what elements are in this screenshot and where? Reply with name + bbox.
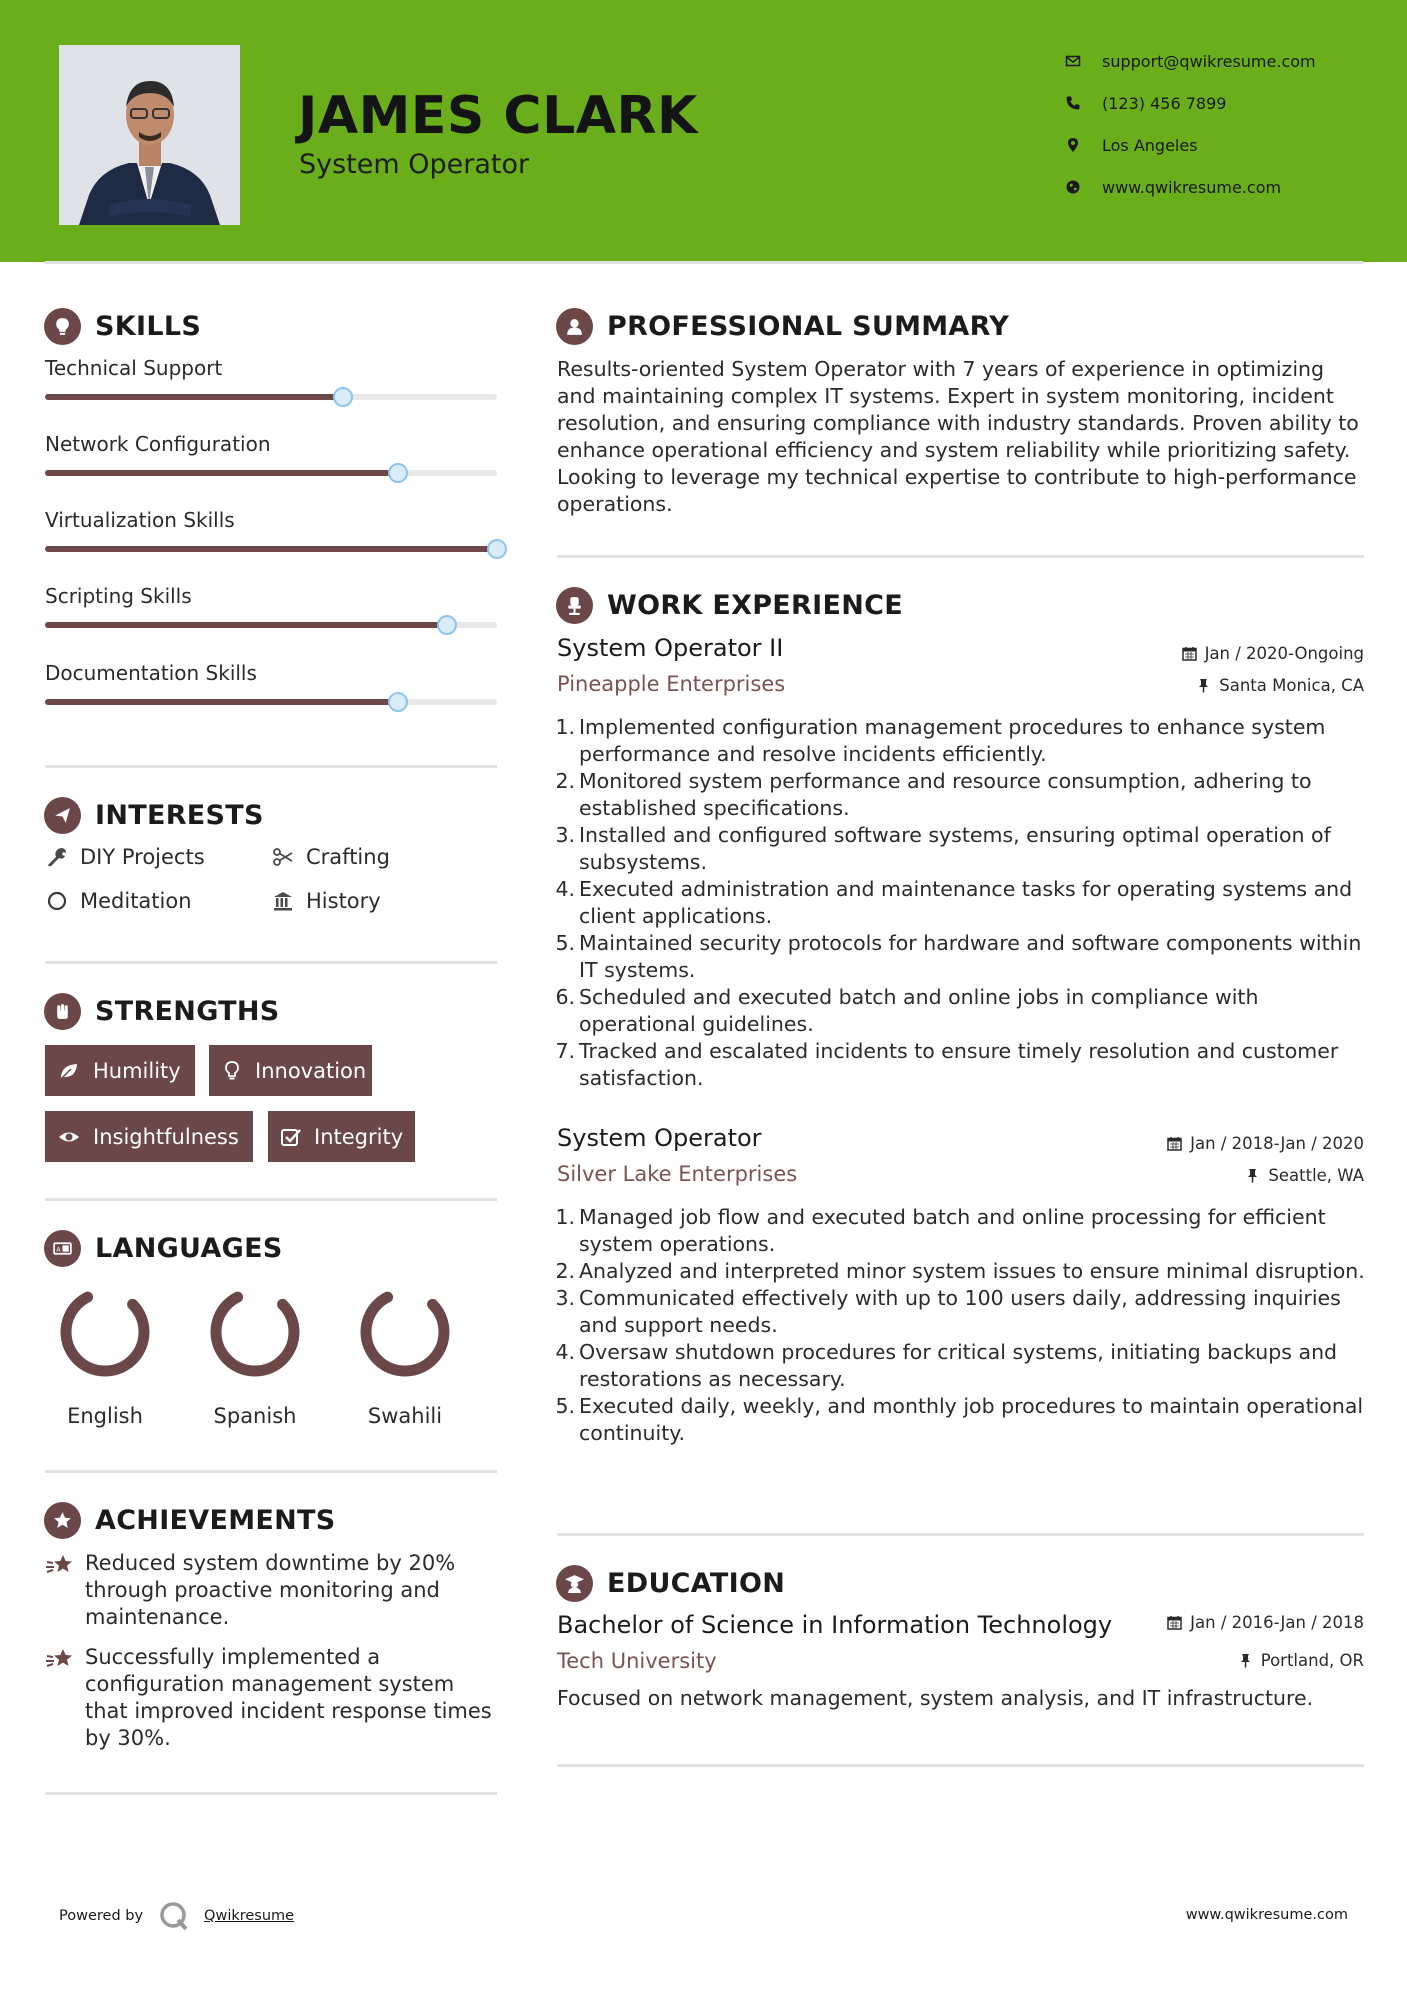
section-divider bbox=[557, 1533, 1364, 1536]
skill-bar-knob bbox=[388, 463, 408, 483]
globe-icon bbox=[1063, 177, 1083, 197]
contact-email-text: support@qwikresume.com bbox=[1102, 51, 1316, 71]
skill-name: Technical Support bbox=[45, 356, 223, 380]
strength-label: Insightfulness bbox=[93, 1124, 239, 1149]
section-divider bbox=[45, 765, 497, 768]
job-location bbox=[1245, 1166, 1364, 1185]
contact-website-text: www.qwikresume.com bbox=[1102, 177, 1282, 197]
museum-icon bbox=[270, 888, 296, 914]
section-divider bbox=[557, 1764, 1364, 1767]
map-marker-icon bbox=[1063, 135, 1083, 155]
skill-item bbox=[45, 661, 497, 685]
education-description: Focused on network management, system analysis, and IT infrastructure. bbox=[557, 1686, 1314, 1710]
duty-text: Monitored system performance and resource consumption, adhering to established specifications. bbox=[579, 769, 1312, 820]
raised-fist-icon bbox=[44, 993, 81, 1030]
lightbulb-icon bbox=[44, 308, 81, 345]
job-dates bbox=[1167, 1134, 1364, 1153]
job-company: Pineapple Enterprises bbox=[557, 672, 786, 696]
skill-item bbox=[45, 584, 497, 608]
header-banner bbox=[0, 0, 1407, 262]
job-location-text: Santa Monica, CA bbox=[1219, 676, 1364, 695]
wrench-icon bbox=[44, 844, 70, 870]
pushpin-icon bbox=[1196, 678, 1211, 693]
achievement-text: Reduced system downtime by 20% through proactive monitoring and maintenance. bbox=[85, 1551, 456, 1629]
interest-label: DIY Projects bbox=[80, 845, 205, 869]
list-item: 5. Maintained security protocols for hardware and software components within IT systems. bbox=[553, 930, 1368, 984]
list-item: 1. Managed job flow and executed batch and online processing for efficient system operations. bbox=[553, 1204, 1368, 1258]
language-name: Spanish bbox=[213, 1404, 297, 1428]
leaf-icon bbox=[57, 1059, 81, 1083]
duty-text: Installed and configured software systems, ensuring optimal operation of subsystems. bbox=[579, 823, 1331, 874]
interest-label: Crafting bbox=[306, 845, 390, 869]
scissors-icon bbox=[270, 844, 296, 870]
job-duties-list bbox=[553, 1204, 1368, 1447]
paper-plane-icon bbox=[44, 797, 81, 834]
section-divider bbox=[45, 1792, 497, 1795]
language-name: English bbox=[67, 1404, 143, 1428]
list-item: 3. Communicated effectively with up to 100 users daily, addressing inquiries and support needs. bbox=[553, 1285, 1368, 1339]
job-location bbox=[1196, 676, 1364, 695]
footer-website[interactable]: www.qwikresume.com bbox=[1185, 1907, 1348, 1923]
skill-name: Documentation Skills bbox=[45, 661, 257, 685]
checkbox-icon bbox=[280, 1125, 302, 1149]
list-item: 3. Installed and configured software systems, ensuring optimal operation of subsystems. bbox=[553, 822, 1368, 876]
skill-name: Scripting Skills bbox=[45, 584, 192, 608]
profile-photo bbox=[59, 45, 240, 225]
experience-heading bbox=[556, 587, 903, 624]
duty-text: Scheduled and executed batch and online jobs in compliance with operational guidelines. bbox=[579, 985, 1259, 1036]
language-icon bbox=[44, 1230, 81, 1267]
pushpin-icon bbox=[1245, 1168, 1260, 1183]
section-divider bbox=[45, 1470, 497, 1473]
shooting-star-icon bbox=[45, 1550, 85, 1631]
duty-text: Executed administration and maintenance tasks for operating systems and client applications. bbox=[579, 877, 1353, 928]
shooting-star-icon bbox=[45, 1644, 85, 1752]
experience-title: WORK EXPERIENCE bbox=[607, 590, 903, 621]
interests-heading bbox=[44, 797, 264, 834]
skill-bar bbox=[45, 394, 497, 400]
job-dates-text: Jan / 2020-Ongoing bbox=[1204, 644, 1364, 663]
list-item: 1. Implemented configuration management procedures to enhance system performance and resolve incidents efficiently. bbox=[553, 714, 1368, 768]
section-divider bbox=[45, 961, 497, 964]
skill-name: Network Configuration bbox=[45, 432, 271, 456]
achievements-heading bbox=[44, 1502, 336, 1539]
language-item bbox=[40, 1284, 170, 1428]
header-divider bbox=[45, 261, 1363, 264]
section-divider bbox=[557, 555, 1364, 558]
duty-text: Managed job flow and executed batch and online processing for efficient system operations. bbox=[579, 1205, 1326, 1256]
strength-label: Innovation bbox=[255, 1058, 367, 1083]
candidate-title: System Operator bbox=[299, 149, 530, 180]
school-name: Tech University bbox=[557, 1649, 717, 1673]
list-item: 4. Executed administration and maintenance tasks for operating systems and client applications. bbox=[553, 876, 1368, 930]
star-badge-icon bbox=[44, 1502, 81, 1539]
skill-bar-fill bbox=[45, 622, 447, 628]
skill-bar bbox=[45, 699, 497, 705]
list-item: 4. Oversaw shutdown procedures for critical systems, initiating backups and restorations as necessary. bbox=[553, 1339, 1368, 1393]
list-item: 2. Monitored system performance and resource consumption, adhering to established specifications. bbox=[553, 768, 1368, 822]
calendar-icon bbox=[1182, 646, 1197, 661]
contact-phone[interactable] bbox=[1063, 82, 1316, 124]
graduate-icon bbox=[556, 1565, 593, 1602]
list-item: 2. Analyzed and interpreted minor system issues to ensure minimal disruption. bbox=[555, 1259, 1365, 1283]
phone-icon bbox=[1063, 93, 1083, 113]
skill-bar-fill bbox=[45, 470, 398, 476]
qwikresume-logo-icon bbox=[158, 1900, 190, 1932]
education-heading bbox=[556, 1565, 785, 1602]
language-item bbox=[340, 1284, 470, 1428]
skill-bar bbox=[45, 622, 497, 628]
job-company: Silver Lake Enterprises bbox=[557, 1162, 798, 1186]
education-title: EDUCATION bbox=[607, 1568, 786, 1599]
interest-label: History bbox=[306, 889, 381, 913]
list-item: 5. Executed daily, weekly, and monthly job procedures to maintain operational continuity. bbox=[553, 1393, 1368, 1447]
duty-text: Implemented configuration management procedures to enhance system performance and resolve incidents efficiently. bbox=[579, 715, 1326, 766]
skill-bar-fill bbox=[45, 394, 343, 400]
contact-location-text: Los Angeles bbox=[1102, 135, 1198, 155]
job-location-text: Seattle, WA bbox=[1268, 1166, 1364, 1185]
skill-item bbox=[45, 508, 497, 532]
job-dates-text: Jan / 2018-Jan / 2020 bbox=[1190, 1134, 1364, 1153]
section-divider bbox=[45, 1198, 497, 1201]
lightbulb-icon bbox=[221, 1059, 243, 1083]
education-dates-text: Jan / 2016-Jan / 2018 bbox=[1190, 1613, 1364, 1632]
circle-icon bbox=[44, 888, 70, 914]
pushpin-icon bbox=[1238, 1653, 1253, 1668]
education-location bbox=[1238, 1651, 1364, 1670]
duty-text: Maintained security protocols for hardware and software components within IT systems. bbox=[579, 931, 1362, 982]
skill-bar-fill bbox=[45, 546, 497, 552]
achievement-item bbox=[45, 1550, 497, 1631]
skill-name: Virtualization Skills bbox=[45, 508, 235, 532]
languages-heading bbox=[44, 1230, 283, 1267]
skills-title: SKILLS bbox=[95, 311, 202, 342]
interest-item bbox=[270, 888, 381, 914]
skill-item bbox=[45, 432, 497, 456]
skill-bar-knob bbox=[333, 387, 353, 407]
skill-bar-knob bbox=[437, 615, 457, 635]
degree-title: Bachelor of Science in Information Technology bbox=[557, 1611, 1113, 1639]
languages-title: LANGUAGES bbox=[95, 1233, 283, 1264]
duty-text: Executed daily, weekly, and monthly job procedures to maintain operational continuity. bbox=[579, 1394, 1364, 1445]
duty-text: Analyzed and interpreted minor system issues to ensure minimal disruption. bbox=[579, 1259, 1365, 1283]
language-name: Swahili bbox=[367, 1404, 443, 1428]
contact-list bbox=[1063, 40, 1316, 208]
skills-heading bbox=[44, 308, 201, 345]
office-chair-icon bbox=[556, 587, 593, 624]
strengths-title: STRENGTHS bbox=[95, 996, 280, 1027]
envelope-icon bbox=[1063, 51, 1083, 71]
job-duties-list bbox=[553, 714, 1368, 1092]
candidate-name: JAMES CLARK bbox=[298, 86, 698, 146]
calendar-icon bbox=[1167, 1615, 1182, 1630]
skill-bar-knob bbox=[388, 692, 408, 712]
language-gauge bbox=[207, 1284, 303, 1380]
language-item bbox=[190, 1284, 320, 1428]
list-item: 6. Scheduled and executed batch and online jobs in compliance with operational guidelines. bbox=[553, 984, 1368, 1038]
achievements-title: ACHIEVEMENTS bbox=[95, 1505, 336, 1536]
summary-heading bbox=[556, 308, 1009, 345]
summary-text: Results-oriented System Operator with 7 years of experience in optimizing and maintaining complex IT systems. Expert in system monitoring, incident resolution, and ensuring compliance with industry standards. Proven ability to enhance operational efficiency and system reliability while prioritizing safety. Looking to leverage my technical expertise to contribute to high-performance operations. bbox=[557, 357, 1359, 516]
education-location-text: Portland, OR bbox=[1260, 1651, 1364, 1670]
interest-item bbox=[44, 888, 192, 914]
skill-bar bbox=[45, 470, 497, 476]
duty-text: Communicated effectively with up to 100 users daily, addressing inquiries and support needs. bbox=[579, 1286, 1341, 1337]
strength-tag bbox=[268, 1111, 415, 1162]
skill-bar-fill bbox=[45, 699, 398, 705]
skill-bar-knob bbox=[487, 539, 507, 559]
job-title: System Operator bbox=[557, 1124, 762, 1152]
strength-tag bbox=[45, 1111, 253, 1162]
strength-tag bbox=[45, 1045, 195, 1096]
eye-icon bbox=[57, 1125, 81, 1149]
language-gauge bbox=[357, 1284, 453, 1380]
duty-text: Oversaw shutdown procedures for critical systems, initiating backups and restorations as necessary. bbox=[579, 1340, 1338, 1391]
duty-text: Tracked and escalated incidents to ensure timely resolution and customer satisfaction. bbox=[579, 1039, 1339, 1090]
language-gauge bbox=[57, 1284, 153, 1380]
user-icon bbox=[556, 308, 593, 345]
strengths-heading bbox=[44, 993, 280, 1030]
list-item: 7. Tracked and escalated incidents to ensure timely resolution and customer satisfaction. bbox=[553, 1038, 1368, 1092]
interest-label: Meditation bbox=[80, 889, 192, 913]
job-dates bbox=[1182, 644, 1364, 663]
contact-website[interactable] bbox=[1063, 166, 1316, 208]
powered-by-text: Powered by bbox=[59, 1908, 144, 1924]
summary-title: PROFESSIONAL SUMMARY bbox=[607, 311, 1010, 342]
svg-text:A: A bbox=[56, 1246, 61, 1254]
interest-item bbox=[270, 844, 390, 870]
job-title: System Operator II bbox=[557, 634, 784, 662]
strength-label: Integrity bbox=[314, 1124, 404, 1149]
contact-email[interactable] bbox=[1063, 40, 1316, 82]
calendar-icon bbox=[1167, 1136, 1182, 1151]
skill-item bbox=[45, 356, 497, 380]
skill-bar bbox=[45, 546, 497, 552]
achievement-item bbox=[45, 1644, 497, 1752]
interest-item bbox=[44, 844, 205, 870]
strength-tag bbox=[209, 1045, 372, 1096]
footer-powered-by bbox=[59, 1900, 294, 1932]
achievement-text: Successfully implemented a configuration management system that improved incident response times by 30%. bbox=[85, 1645, 492, 1750]
brand-link[interactable]: Qwikresume bbox=[204, 1908, 295, 1924]
contact-phone-text: (123) 456 7899 bbox=[1102, 93, 1227, 113]
interests-title: INTERESTS bbox=[95, 800, 264, 831]
strength-label: Humility bbox=[93, 1058, 181, 1083]
education-dates bbox=[1167, 1613, 1364, 1632]
contact-location bbox=[1063, 124, 1316, 166]
